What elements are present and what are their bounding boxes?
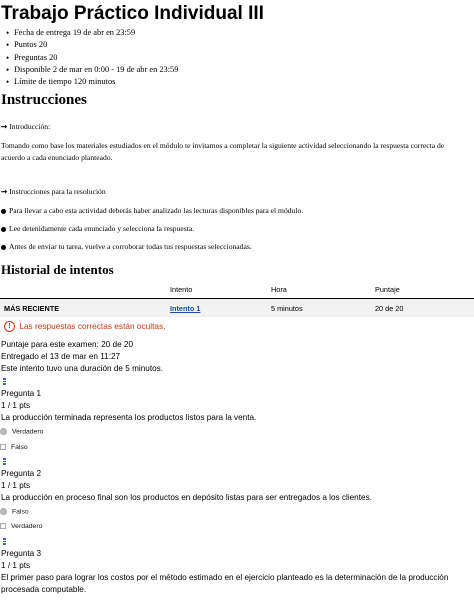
instruction-bullet: Para llevar a cabo esta actividad deberás haber analizado las lecturas disponibles para el módulo. xyxy=(1,205,303,217)
meta-availability: • Disponible 2 de mar en 0:00 - 19 de abr en 23:59 xyxy=(14,64,178,76)
answer-option: Falso xyxy=(0,444,28,451)
intro-label-line xyxy=(1,121,50,133)
intro-text: Tomando como base los materiales estudiados en el módulo te invitamos a completar la siguiente actividad seleccionando la respuesta correcta de xyxy=(1,141,445,150)
radio-empty-icon xyxy=(0,444,6,450)
meta-time-limit: • Límite de tiempo 120 minutos xyxy=(14,76,178,88)
radio-selected-icon xyxy=(0,428,7,435)
black-circle-icon xyxy=(1,227,6,232)
question-points: 1 / 1 pts xyxy=(1,481,31,490)
right-arrow-icon: ➞ xyxy=(1,187,8,196)
column-header-score: Puntaje xyxy=(375,281,474,299)
history-heading: Historial de intentos xyxy=(1,262,114,277)
column-header xyxy=(0,281,170,299)
attempt-duration: Este intento tuvo una duración de 5 minutos. xyxy=(1,364,164,373)
warning-circle-icon: ! xyxy=(4,321,15,332)
attempts-table xyxy=(0,281,474,317)
resolution-label-line xyxy=(1,186,106,198)
column-header-time: Hora xyxy=(271,281,375,299)
exam-score: Puntaje para este examen: 20 de 20 xyxy=(1,340,134,349)
question-flag-icon[interactable] xyxy=(3,378,7,387)
question-title: Pregunta 2 xyxy=(1,469,42,478)
question-points: 1 / 1 pts xyxy=(1,401,31,410)
instruction-bullet: Lee detenidamente cada enunciado y selecciona la respuesta. xyxy=(1,223,194,235)
hidden-answers-notice: ! Las respuestas correctas están ocultas. xyxy=(4,321,166,332)
question-text-continued: procesada computable. xyxy=(1,585,87,594)
column-header-attempt: Intento xyxy=(170,281,271,299)
question-text: La producción terminada representa los productos listos para la venta. xyxy=(1,413,257,422)
meta-points: • Puntos 20 xyxy=(14,39,178,51)
attempt-score: 20 de 20 xyxy=(375,299,474,318)
attempt-link[interactable]: Intento 1 xyxy=(170,303,201,313)
attempt-time: 5 minutos xyxy=(271,299,375,318)
table-header-row xyxy=(0,281,474,299)
table-row xyxy=(0,299,474,318)
intro-label: Introducción: xyxy=(9,122,51,131)
answer-option: Verdadero xyxy=(0,523,42,530)
radio-selected-icon xyxy=(0,508,7,515)
answer-option-selected: Verdadero xyxy=(0,428,43,435)
resolution-label: Instrucciones para la resolución xyxy=(9,187,106,196)
black-circle-icon xyxy=(1,245,6,250)
instruction-bullet: Antes de enviar tu tarea, vuelve a corroborar todas tus respuestas seleccionadas. xyxy=(1,241,252,253)
page-title: Trabajo Práctico Individual III xyxy=(1,3,264,24)
meta-due-date: • Fecha de entrega 19 de abr en 23:59 xyxy=(14,27,178,39)
question-text: El primer paso para lograr los costos por el método estimado en el ejercicio planteado es la determinación de la producción xyxy=(1,573,449,582)
intro-text-2: acuerdo a cada enunciado planteado. xyxy=(1,153,113,162)
most-recent-label: MÁS RECIENTE xyxy=(0,299,170,318)
meta-questions: • Preguntas 20 xyxy=(14,52,178,64)
question-points: 1 / 1 pts xyxy=(1,561,31,570)
quiz-meta-list xyxy=(0,27,178,88)
question-flag-icon[interactable] xyxy=(3,538,7,547)
question-title: Pregunta 3 xyxy=(1,549,42,558)
submitted-date: Entregado el 13 de mar en 11:27 xyxy=(1,352,121,361)
instructions-heading: Instrucciones xyxy=(1,92,87,108)
right-arrow-icon: ➞ xyxy=(1,122,8,131)
question-text: La producción en proceso final son los productos en depósito listas para ser entregados a los clientes. xyxy=(1,493,372,502)
radio-empty-icon xyxy=(0,523,6,529)
answer-option-selected: Falso xyxy=(0,508,29,515)
question-title: Pregunta 1 xyxy=(1,389,42,398)
question-flag-icon[interactable] xyxy=(3,458,7,467)
black-circle-icon xyxy=(1,209,6,214)
